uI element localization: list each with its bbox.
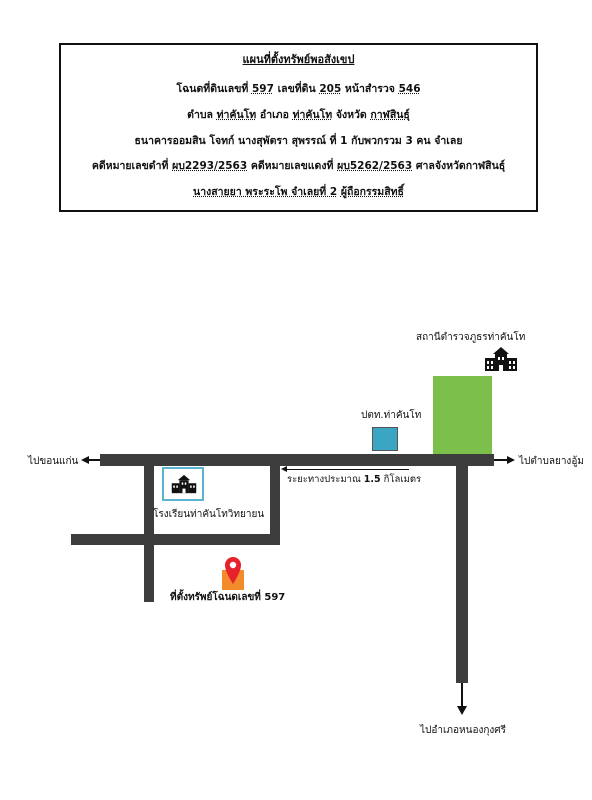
school-label: โรงเรียนท่าคันโทวิทยายน xyxy=(153,509,265,520)
court-name: ศาลจังหวัดกาฬสินธุ์ xyxy=(415,160,506,172)
to-east-arrow-line xyxy=(494,459,508,461)
info-line-deed xyxy=(61,80,536,97)
distance-line xyxy=(285,469,409,470)
to-south-arrow xyxy=(457,706,467,715)
red-case-label: คดีหมายเลขแดงที่ xyxy=(250,160,334,172)
distance-unit: กิโลเมตร xyxy=(383,474,422,485)
cross-road xyxy=(71,534,280,545)
to-south-label: ไปอำเภอหนองกุงศรี xyxy=(420,725,506,736)
property-label-text: ที่ตั้งทรัพย์โฉนดเลขที่ xyxy=(170,592,261,603)
info-line-location xyxy=(61,106,536,123)
survey-page: 546 xyxy=(398,83,421,95)
property-number: 597 xyxy=(264,592,286,603)
to-south-arrow-line xyxy=(461,683,463,707)
info-line-owner xyxy=(61,183,536,200)
survey-page-label: หน้าสำรวจ xyxy=(344,83,395,95)
black-case-number: ผบ2293/2563 xyxy=(172,160,248,172)
distance-value: 1.5 xyxy=(363,474,381,485)
school-box xyxy=(162,467,204,501)
police-station-label: สถานีตำรวจภูธรท่าคันโท xyxy=(416,332,526,343)
owner-role: ผู้ถือกรรมสิทธิ์ xyxy=(340,186,404,198)
info-box xyxy=(59,43,538,212)
distance-text: ระยะทางประมาณ xyxy=(287,474,361,485)
land-number-label: เลขที่ดิน xyxy=(277,83,316,95)
side-road-right xyxy=(270,454,280,536)
tambon-label: ตำบล xyxy=(187,109,213,121)
to-east-label: ไปตำบลยางอู้ม xyxy=(519,456,584,467)
tambon-value: ท่าคันโท xyxy=(216,109,257,121)
building-icon xyxy=(484,346,518,372)
building-icon xyxy=(171,473,197,495)
province-value: กาฬสินธุ์ xyxy=(370,109,410,121)
deed-label: โฉนดที่ดินเลขที่ xyxy=(176,83,249,95)
info-line-case xyxy=(61,157,536,174)
to-east-arrow xyxy=(507,456,515,464)
land-number: 205 xyxy=(319,83,342,95)
deed-number: 597 xyxy=(251,83,274,95)
red-case-number: ผบ5262/2563 xyxy=(337,160,413,172)
south-road xyxy=(456,454,468,683)
info-title: แผนที่ตั้งทรัพย์พอสังเขป xyxy=(242,53,355,66)
amphoe-label: อำเภอ xyxy=(259,109,289,121)
to-west-label: ไปขอนแก่น xyxy=(28,456,79,467)
to-west-arrow xyxy=(81,456,89,464)
office-block xyxy=(372,427,398,451)
province-label: จังหวัด xyxy=(335,109,367,121)
side-road-left xyxy=(144,454,154,602)
police-station-block xyxy=(433,376,492,454)
amphoe-value: ท่าคันโท xyxy=(292,109,333,121)
distance-label xyxy=(287,472,421,487)
info-line-parties: ธนาคารออมสิน โจทก์ นางสุพัตรา สุพรรณ์ ที่ 1 กับพวกรวม 3 คน จำเลย xyxy=(134,135,463,147)
black-case-label: คดีหมายเลขดำที่ xyxy=(91,160,169,172)
property-label xyxy=(170,590,285,605)
owner-name: นางสายยา พระระโพ จำเลยที่ 2 xyxy=(193,186,338,198)
main-road xyxy=(100,454,494,466)
location-pin-icon xyxy=(223,555,243,585)
office-label: ปตท.ท่าคันโท xyxy=(361,410,422,421)
